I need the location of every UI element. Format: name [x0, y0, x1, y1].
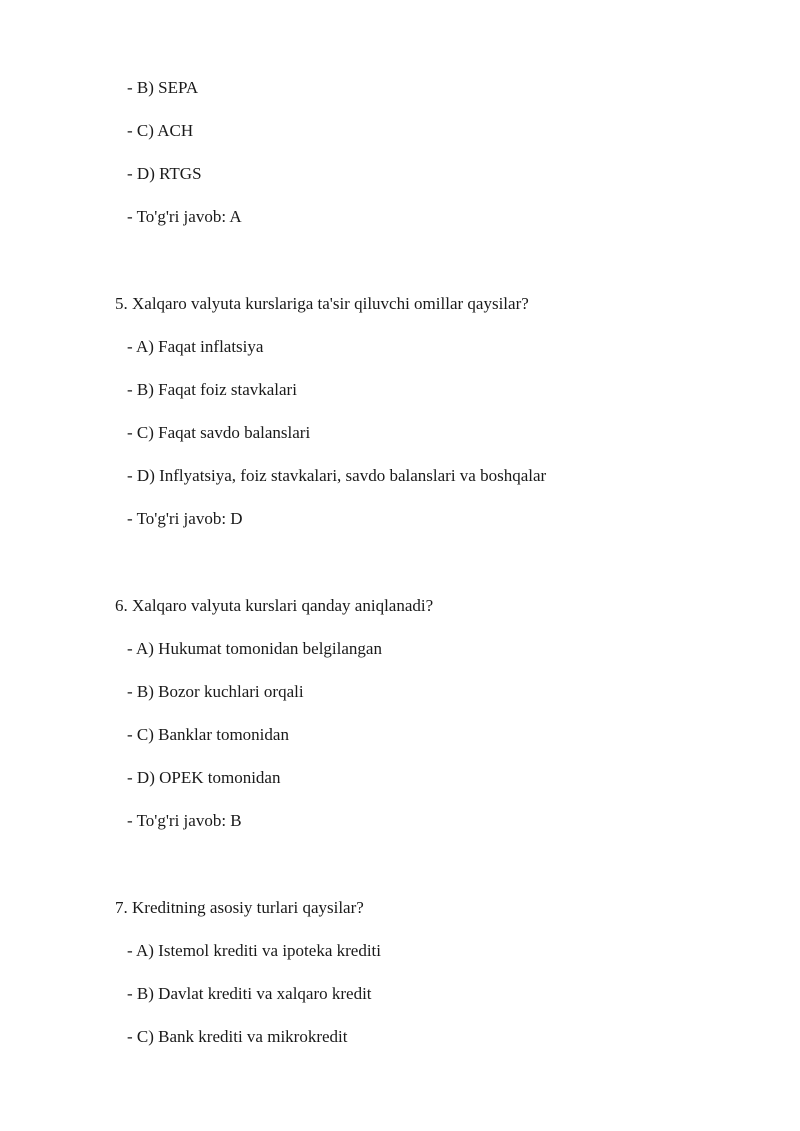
q4-answer: - To'g'ri javob: A — [127, 207, 242, 226]
q5-question: 5. Xalqaro valyuta kurslariga ta'sir qiluvchi omillar qaysilar? — [115, 294, 529, 313]
q6-option-b: - B) Bozor kuchlari orqali — [127, 682, 304, 701]
q6-answer: - To'g'ri javob: B — [127, 811, 242, 830]
q6-question: 6. Xalqaro valyuta kurslari qanday aniqlanadi? — [115, 596, 434, 615]
q6-option-a: - A) Hukumat tomonidan belgilangan — [127, 639, 382, 658]
q7-option-b: - B) Davlat krediti va xalqaro kredit — [127, 984, 372, 1003]
q7-option-c: - C) Bank krediti va mikrokredit — [127, 1027, 348, 1046]
q5-option-a: - A) Faqat inflatsiya — [127, 337, 264, 356]
q4-option-b: - B) SEPA — [127, 78, 199, 97]
q4-option-c: - C) ACH — [127, 121, 194, 140]
q5-option-c: - C) Faqat savdo balanslari — [127, 423, 311, 442]
q7-option-a: - A) Istemol krediti va ipoteka krediti — [127, 941, 381, 960]
q5-option-b: - B) Faqat foiz stavkalari — [127, 380, 297, 399]
q4-option-d: - D) RTGS — [127, 164, 202, 183]
q5-option-d: - D) Inflyatsiya, foiz stavkalari, savdo balanslari va boshqalar — [127, 466, 547, 485]
q5-answer: - To'g'ri javob: D — [127, 509, 243, 528]
q7-question: 7. Kreditning asosiy turlari qaysilar? — [115, 898, 364, 917]
q6-option-d: - D) OPEK tomonidan — [127, 768, 281, 787]
q6-option-c: - C) Banklar tomonidan — [127, 725, 289, 744]
